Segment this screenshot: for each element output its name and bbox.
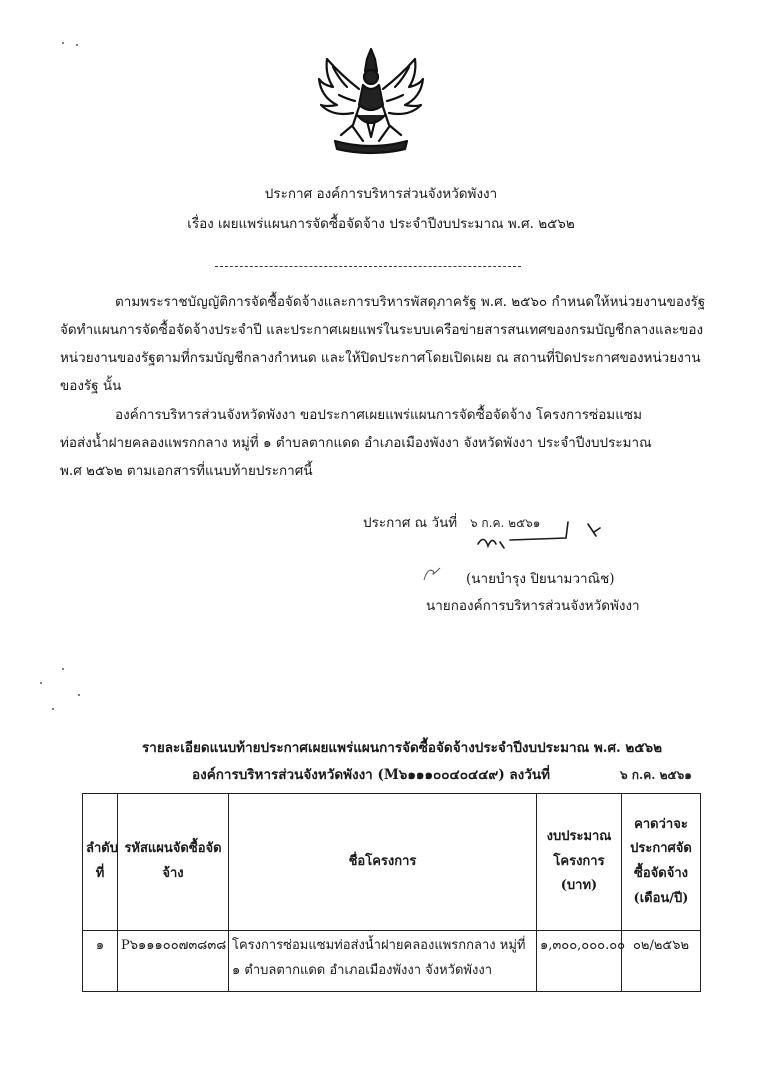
body-paragraph-1-line-1: ตามพระราชบัญญัติการจัดซื้อจัดจ้างและการบริหารพัสดุภาครัฐ พ.ศ. ๒๕๖๐ กำหนดให้หน่วยงานของรัฐ (115, 294, 706, 310)
scan-speck (52, 708, 54, 710)
body-paragraph-1-line-2: จัดทำแผนการจัดซื้อจัดจ้างประจำปี และประกาศเผยแพร่ในระบบเครือข่ายสารสนเทศของกรมบัญชีกลางและของ (60, 322, 704, 338)
scan-speck (40, 682, 42, 684)
scan-speck (62, 42, 64, 44)
signer-name: (นายบำรุง ปิยนามวาณิช) (466, 571, 615, 587)
column-header-expected-month: คาดว่าจะประกาศจัดซื้อจัดจ้าง (เดือน/ปี) (622, 794, 701, 931)
body-paragraph-2-line-1: องค์การบริหารส่วนจังหวัดพังงา ขอประกาศเผยแพร่แผนการจัดซื้อจัดจ้าง โครงการซ่อมแซม (115, 407, 642, 423)
cell-plan-code: P๖๑๑๑๐๐๗๓๘๓๘ (118, 931, 229, 992)
cell-no: ๑ (83, 931, 118, 992)
attachment-subheading: องค์การบริหารส่วนจังหวัดพังงา (M๖๑๑๑๐๐๔๐๔๔๙) ลงวันที่ (192, 767, 550, 783)
table-row (83, 931, 701, 992)
scan-speck (76, 44, 78, 46)
signature-mark (420, 562, 448, 584)
garuda-emblem (313, 45, 429, 157)
cell-budget: ๑,๓๐๐,๐๐๐.๐๐ (537, 931, 622, 992)
handwritten-signature (470, 514, 610, 554)
procurement-plan-table (82, 793, 701, 992)
attachment-date: ๖ ก.ค. ๒๕๖๑ (620, 768, 692, 782)
announcement-date-label: ประกาศ ณ วันที่ (363, 515, 458, 531)
separator-dashed-line (215, 266, 521, 267)
cell-expected-month: ๐๒/๒๕๖๒ (622, 931, 701, 992)
signer-position: นายกองค์การบริหารส่วนจังหวัดพังงา (426, 598, 640, 614)
announcement-title: ประกาศ องค์การบริหารส่วนจังหวัดพังงา (264, 186, 498, 202)
column-header-budget: งบประมาณ โครงการ (บาท) (537, 794, 622, 931)
table-header-row (83, 794, 701, 931)
attachment-heading: รายละเอียดแนบท้ายประกาศเผยแพร่แผนการจัดซื้อจัดจ้างประจำปีงบประมาณ พ.ศ. ๒๕๖๒ (142, 740, 663, 756)
announcement-subject: เรื่อง เผยแพร่แผนการจัดซื้อจัดจ้าง ประจำปีงบประมาณ พ.ศ. ๒๕๖๒ (187, 216, 575, 232)
body-paragraph-2-line-2: ท่อส่งน้ำฝายคลองแพรกกลาง หมู่ที่ ๑ ตำบลตากแดด อำเภอเมืองพังงา จังหวัดพังงา ประจำปีงบประมาณ (60, 435, 652, 451)
body-paragraph-1-line-3: หน่วยงานของรัฐตามที่กรมบัญชีกลางกำหนด และให้ปิดประกาศโดยเปิดเผย ณ สถานที่ปิดประกาศของหน่วยงาน (60, 350, 701, 366)
column-header-no: ลำดับที่ (83, 794, 118, 931)
body-paragraph-2-line-3: พ.ศ ๒๕๖๒ ตามเอกสารที่แนบท้ายประกาศนี้ (60, 463, 313, 479)
column-header-project-name: ชื่อโครงการ (229, 794, 537, 931)
cell-project-name: โครงการซ่อมแซมท่อส่งน้ำฝายคลองแพรกกลาง หมู่ที่ ๑ ตำบลตากแดด อำเภอเมืองพังงา จังหวัดพังงา (229, 931, 537, 992)
scan-speck (78, 694, 80, 696)
announcement-date-value: ๖ ก.ค. ๒๕๖๑ (470, 516, 541, 530)
column-header-plan-code: รหัสแผนจัดซื้อจัดจ้าง (118, 794, 229, 931)
body-paragraph-1-line-4: ของรัฐ นั้น (60, 378, 122, 394)
scan-speck (62, 668, 64, 670)
